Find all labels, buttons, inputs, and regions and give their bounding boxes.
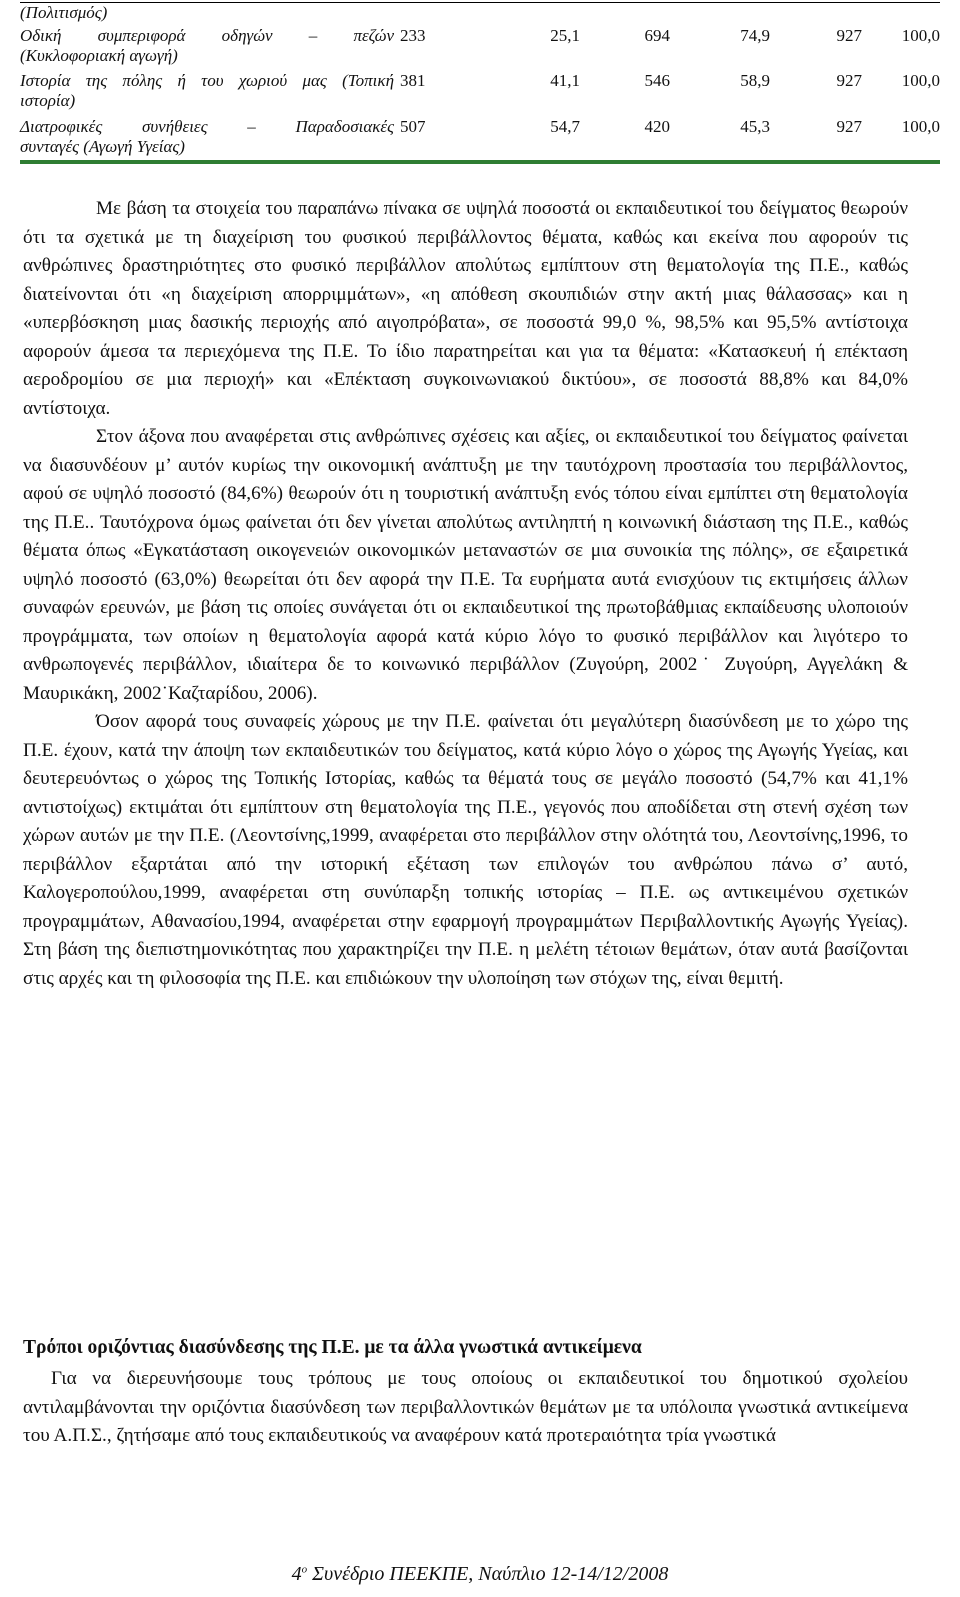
- no-count: 420: [644, 117, 670, 136]
- row-label-line2: ιστορία): [20, 91, 76, 110]
- body-text: [23, 195, 908, 993]
- no-count: 546: [644, 71, 670, 90]
- yes-count: 507: [400, 117, 426, 136]
- total-count: 927: [836, 117, 862, 136]
- no-count: 694: [644, 26, 670, 45]
- footer-text: Συνέδριο ΠΕΕΚΠΕ, Ναύπλιο 12-14/12/2008: [312, 1563, 669, 1585]
- row-label-line1: Διατροφικές συνήθειες – Παραδοσιακές: [20, 117, 394, 136]
- footer-superscript: ο: [301, 1563, 308, 1576]
- page-footer: [0, 1563, 960, 1586]
- row-label: (Πολιτισμός): [20, 3, 108, 22]
- no-percent: 45,3: [740, 117, 770, 136]
- row-label: [20, 26, 394, 66]
- row-label: [20, 117, 394, 157]
- total-percent: 100,0: [901, 117, 940, 136]
- row-label-line2: συνταγές (Αγωγή Υγείας): [20, 137, 185, 156]
- row-label-line2: (Κυκλοφοριακή αγωγή): [20, 46, 178, 65]
- row-label-line1: Ιστορία της πόλης ή του χωριού μας (Τοπική: [20, 71, 394, 90]
- total-percent: 100,0: [901, 26, 940, 45]
- yes-percent: 54,7: [550, 117, 580, 136]
- footer-number: 4: [291, 1563, 302, 1585]
- total-count: 927: [836, 71, 862, 90]
- yes-percent: 41,1: [550, 71, 580, 90]
- paragraph: Με βάση τα στοιχεία του παραπάνω πίνακα σε υψηλά ποσοστά οι εκπαιδευτικοί του δείγματος θεωρούν ότι τα σχετικά με τη διαχείριση του φυσικού περιβάλλοντος θέματα, καθώς και εκείνα που αφορούν τις ανθρώπινες δραστηριότητες στο φυσικό περιβάλλον απολύτως εμπίπτουν στη θεματολογία της Π.Ε., καθώς διατείνονται ότι «η διαχείριση απορριμμάτων», «η απόθεση σκουπιδιών στην ακτή μιας θάλασσας» και η «υπερβόσκηση μιας δασικής περιοχής από αιγοπρόβατα», σε ποσοστά 99,0 %, 98,5% και 95,5% αντίστοιχα αφορούν άμεσα τα περιεχόμενα της Π.Ε. Το ίδιο παρατηρείται και για τα θέματα: «Κατασκευή ή επέκταση αεροδρομίου σε μια περιοχή» και «Επέκταση συγκοινωνιακού δικτύου», σε ποσοστά 88,8% και 84,0% αντίστοιχα.: [23, 198, 908, 419]
- paragraph: Για να διερευνήσουμε τους τρόπους με τους οποίους οι εκπαιδευτικοί του δημοτικού σχολείου αντιλαμβάνονται την οριζόντια διασύνδεση των περιβαλλοντικών θεμάτων με τα υπόλοιπα γνωστικά αντικείμενα του Α.Π.Σ., ζητήσαμε από τους εκπαιδευτικούς να αναφέρουν κατά προτεραιότητα τρία γνωστικά: [23, 1368, 908, 1446]
- total-count: 927: [836, 26, 862, 45]
- yes-percent: 25,1: [550, 26, 580, 45]
- row-label-line1: Οδική συμπεριφορά οδηγών – πεζών: [20, 26, 394, 45]
- section-heading: Τρόποι οριζόντιας διασύνδεσης της Π.Ε. με τα άλλα γνωστικά αντικείμενα: [23, 1337, 642, 1358]
- total-percent: 100,0: [901, 71, 940, 90]
- no-percent: 58,9: [740, 71, 770, 90]
- yes-count: 381: [400, 71, 426, 90]
- paragraph: Όσον αφορά τους συναφείς χώρους με την Π.Ε. φαίνεται ότι μεγαλύτερη διασύνδεση με το χώρο της Π.Ε. έχουν, κατά την άποψη των εκπαιδευτικών του δείγματος, κατά κύριο λόγο ο χώρος της Αγωγής Υγείας, και δευτερευόντως ο χώρος της Τοπικής Ιστορίας, καθώς τα θέματά τους σε μεγάλο ποσοστό (54,7% και 41,1% αντιστοίχως) εκτιμάται ότι εμπίπτουν στη θεματολογία της Π.Ε., γεγονός που αποδίδεται στη στενή σχέση των χώρων αυτών με την Π.Ε. (Λεοντσίνης,1999, αναφέρεται στο περιβάλλον στην ολότητά του, Λεοντσίνης,1996, το περιβάλλον εξαρτάται από την ιστορική εξέταση των επιλογών του ανθρώπου πάνω σ’ αυτό, Καλογεροπούλου,1999, αναφέρεται στη συνύπαρξη τοπικής ιστορίας – Π.Ε. ως αντικειμένου σχετικών προγραμμάτων, Αθανασίου,1994, αναφέρεται στην εφαρμογή προγραμμάτων Περιβαλλοντικής Αγωγής Υγείας). Στη βάση της διεπιστημονικότητας που χαρακτηρίζει την Π.Ε. η μελέτη τέτοιων θεμάτων, όταν αυτά βασίζονται στις αρχές και τη φιλοσοφία της Π.Ε. και επιδιώκουν την υλοποίηση των στόχων της, είναι θεμιτή.: [23, 711, 908, 989]
- row-label: [20, 71, 394, 111]
- paragraph: Στον άξονα που αναφέρεται στις ανθρώπινες σχέσεις και αξίες, οι εκπαιδευτικοί του δείγματος φαίνεται να διασυνδέουν μ’ αυτόν κυρίως την οικονομική ανάπτυξη με την ταυτόχρονη προστασία του περιβάλλοντος, αφού σε υψηλό ποσοστό (84,6%) θεωρούν ότι η τουριστική ανάπτυξη ενός τόπου είναι εμπίπτει στη θεματολογία της Π.Ε.. Ταυτόχρονα όμως φαίνεται ότι δεν γίνεται απολύτως αντιληπτή η κοινωνική διάσταση της Π.Ε., καθώς θέματα όπως «Εγκατάσταση οικογενειών οικονομικών μεταναστών σε μια συνοικία της πόλης», σε εξαιρετικά υψηλό ποσοστό (63,0%) θεωρείται ότι δεν αφορά την Π.Ε. Τα ευρήματα αυτά ενισχύουν τις εκτιμήσεις άλλων συναφών ερευνών, με βάση τις οποίες συνάγεται ότι οι εκπαιδευτικοί της πρωτοβάθμιας εκπαίδευσης υλοποιούν προγράμματα, των οποίων η θεματολογία αφορά κατά κύριο λόγο το φυσικό περιβάλλον και λιγότερο το ανθρωπογενές περιβάλλον, ιδιαίτερα δε το κοινωνικό περιβάλλον (Ζυγούρη, 2002˙ Ζυγούρη, Αγγελάκη & Μαυρικάκη, 2002˙Καζταρίδου, 2006).: [23, 426, 908, 704]
- body-text: [23, 1365, 908, 1451]
- table-bottom-rule: [20, 160, 940, 164]
- yes-count: 233: [400, 26, 426, 45]
- no-percent: 74,9: [740, 26, 770, 45]
